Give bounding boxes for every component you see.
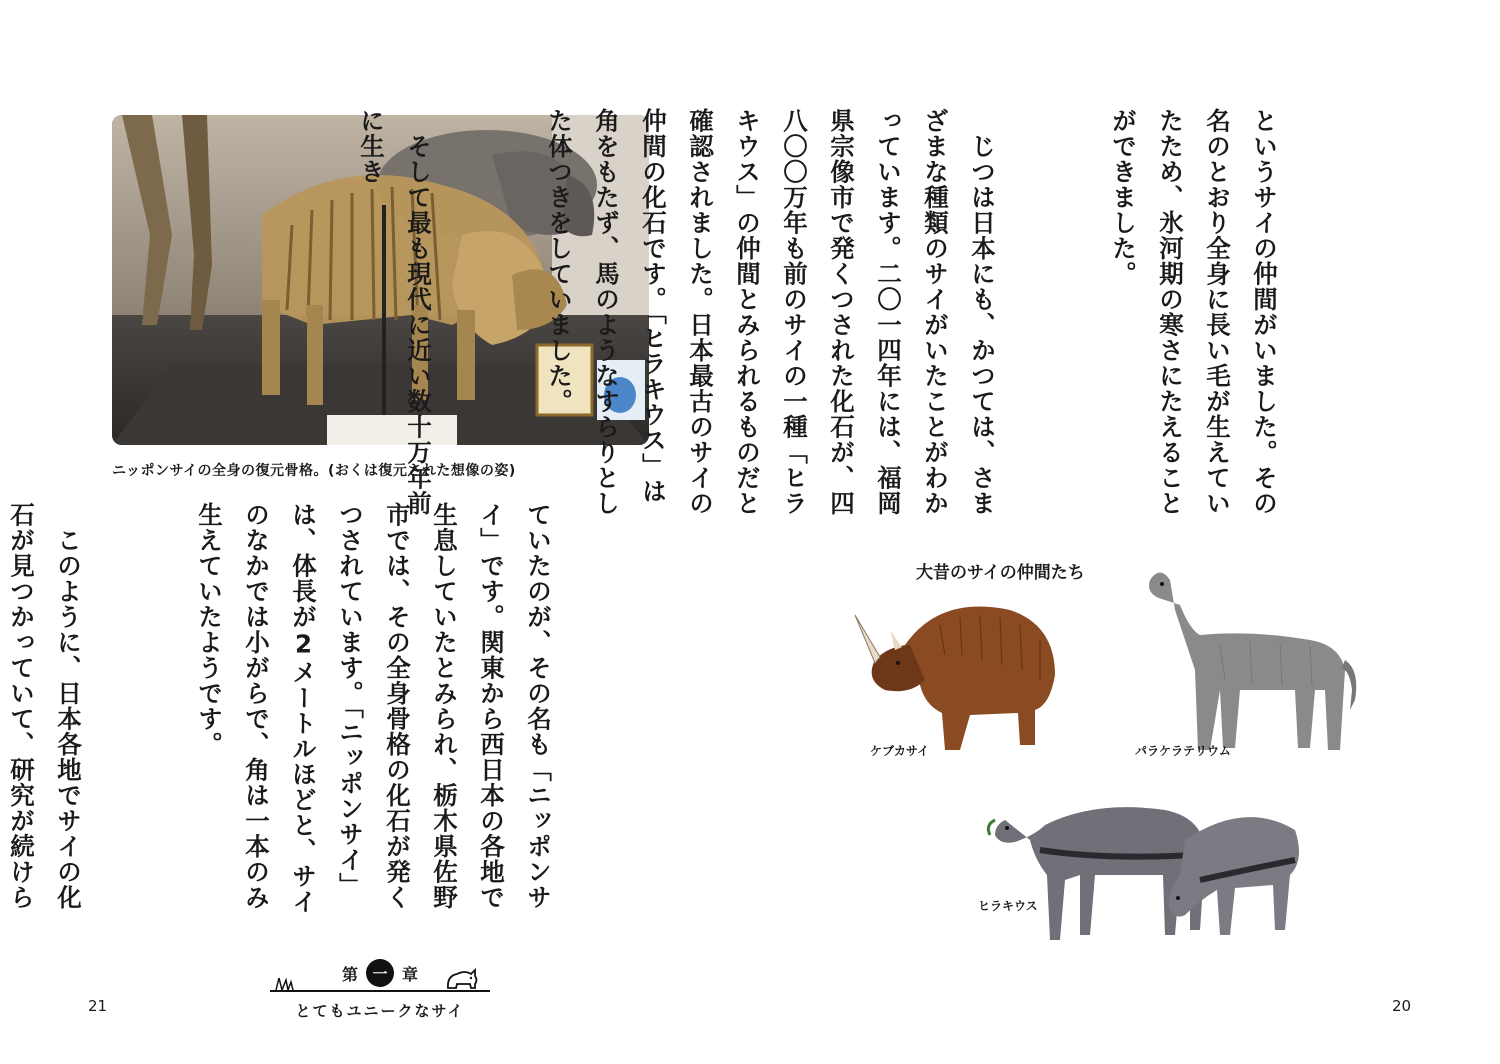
- photo-caption: ニッポンサイの全身の復元骨格。(おくは復元された想像の姿): [112, 463, 516, 479]
- woolly-rhino-illustration: [850, 585, 1065, 755]
- chapter-rule: [270, 990, 490, 992]
- paragraph: ていたのが、その名も「ニッポンサイ」です。関東から西日本の各地で生息していたとみられ、栃木県佐野市では、その全身骨格の化石が発くつされています。「ニッポンサイ」は、体長が2メートルほどと、サイのなかでは小がらで、角は一本のみ生えていたようです。: [195, 502, 553, 915]
- animal-label: パラケラテリウム: [1135, 744, 1231, 758]
- chapter-prefix: 第: [341, 964, 358, 984]
- figure-title: 大昔のサイの仲間たち: [916, 563, 1085, 583]
- chapter-number: 一: [366, 959, 394, 987]
- grass-icon: [274, 976, 294, 990]
- page-number: 20: [1392, 997, 1412, 1015]
- animal-label: ケブカサイ: [870, 744, 930, 758]
- chapter-title: とてもユニークなサイ: [295, 1002, 465, 1020]
- paragraph: じつは日本にも、かつては、さまざまな種類のサイがいたことがわかっています。二〇一四年には、福岡県宗像市で発くつされた化石が、四八〇〇万年も前のサイの一種「ヒラキウス」の仲間とみられるものだと確認されました。日本最古のサイの仲間の化石です。「ヒラキウス」は角をもたず、馬のようなすらりとした体つきをしていました。: [545, 108, 997, 516]
- chapter-suffix: 章: [402, 964, 419, 984]
- chapter-number-group: [336, 958, 424, 988]
- paragraph: このように、日本各地でサイの化石が見つかっていて、研究が続けら: [7, 502, 83, 910]
- paraceratherium-illustration: [1140, 560, 1370, 760]
- left-body-text: [0, 502, 656, 922]
- paragraph: そして最も現代に近い数十万年前に生き: [357, 108, 433, 516]
- page-number: 21: [88, 997, 108, 1015]
- paragraph: というサイの仲間がいました。その名のとおり全身に長い毛が生えていたため、氷河期の寒さにたえることができました。: [1109, 108, 1279, 516]
- chapter-mark: [270, 958, 490, 1030]
- animal-label: ヒラキウス: [978, 899, 1038, 913]
- hyrachyus-illustration: [985, 780, 1315, 955]
- rhino-icon: [445, 964, 479, 992]
- right-body-text: [254, 108, 1382, 528]
